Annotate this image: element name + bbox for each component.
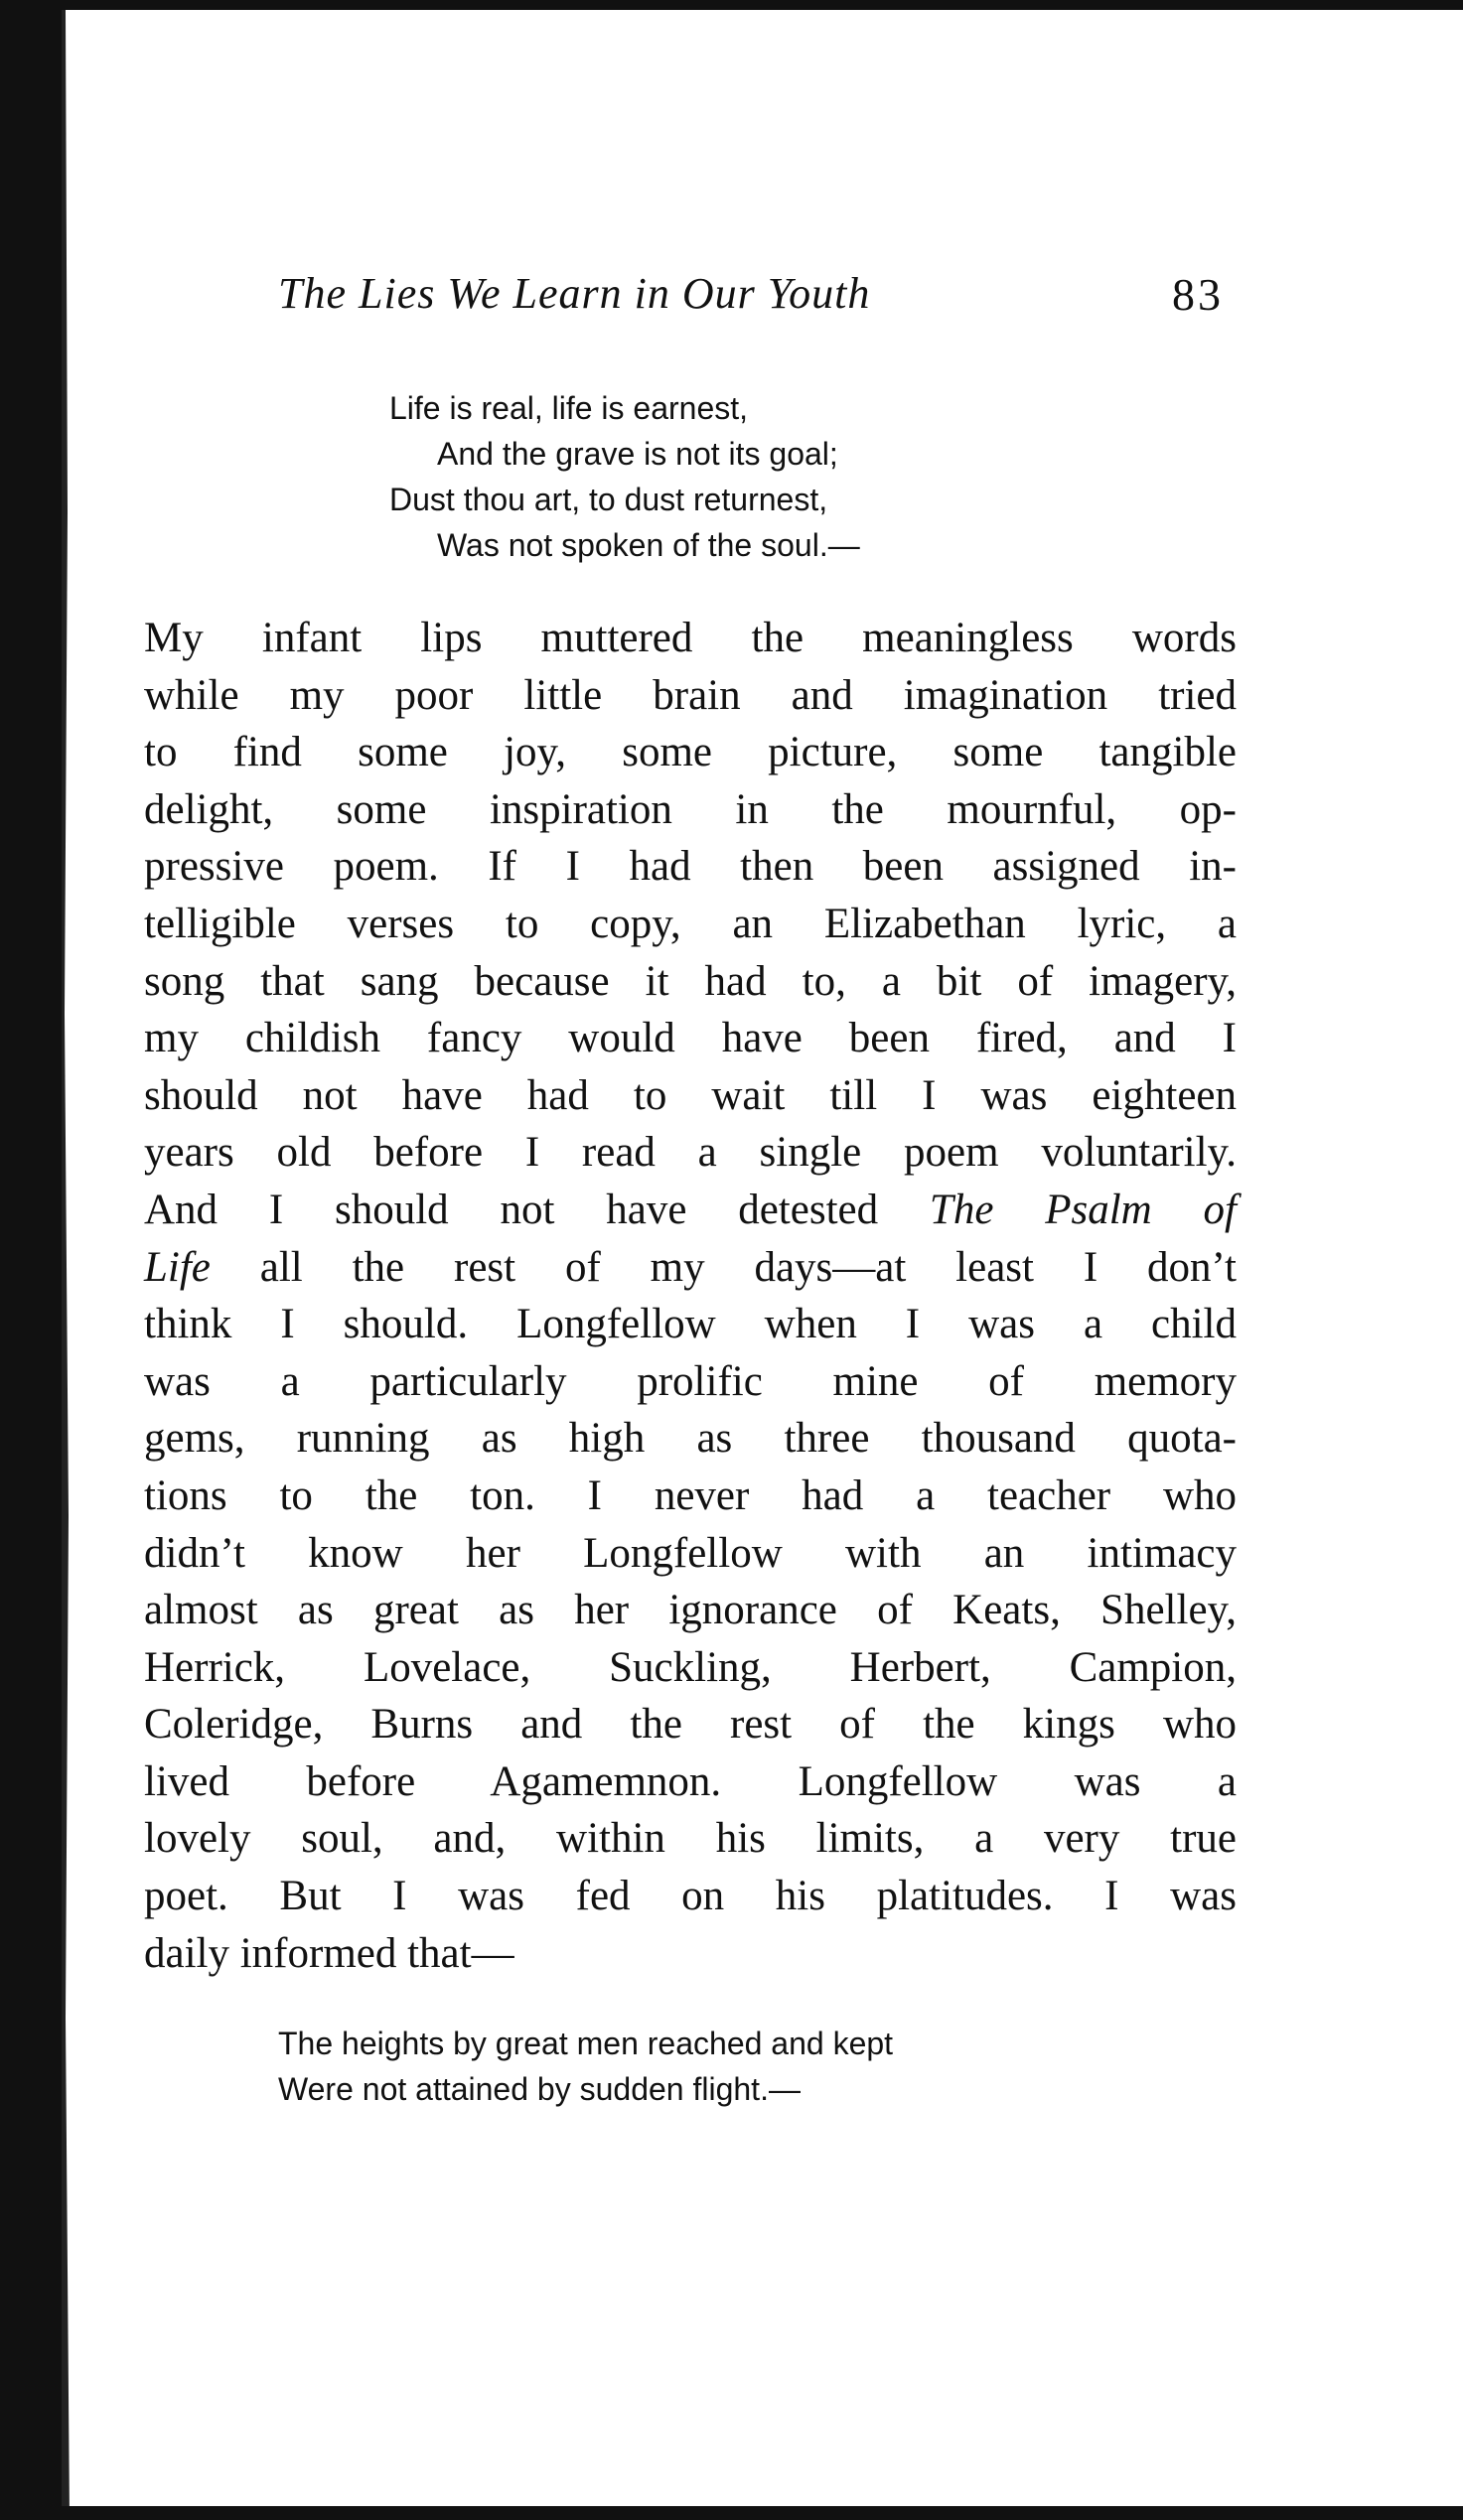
text-line: my childish fancy would have been fired, and I (144, 1015, 1237, 1062)
text-segment: all the rest of my days—at least I don’t (210, 1243, 1237, 1291)
verse-line: Dust thou art, to dust returnest, (389, 482, 828, 517)
verse-quotation-2 (278, 2021, 893, 2112)
text-line: delight, some inspiration in the mournful, op- (144, 785, 1237, 833)
verse-line: Was not spoken of the soul.— (437, 527, 860, 563)
text-line: Coleridge, Burns and the rest of the kings who (144, 1701, 1237, 1749)
book-title-italic: Life (144, 1243, 211, 1291)
verse-line: Life is real, life is earnest, (389, 390, 749, 426)
text-line: poet. But I was fed on his platitudes. I was (144, 1873, 1237, 1920)
text-line: lovely soul, and, within his limits, a very true (144, 1815, 1237, 1863)
page-number: 83 (1172, 269, 1224, 320)
text-line: telligible verses to copy, an Elizabethan lyric, a (144, 900, 1237, 947)
book-page (139, 0, 1251, 2520)
verse-line: Were not attained by sudden flight.— (278, 2071, 801, 2107)
text-line: Herrick, Lovelace, Suckling, Herbert, Campion, (144, 1643, 1237, 1691)
text-line: daily informed that— (144, 1929, 514, 1977)
text-line: years old before I read a single poem voluntarily. (144, 1129, 1237, 1177)
text-segment: And I should not have detested (144, 1186, 930, 1233)
text-line: pressive poem. If I had then been assigned in- (144, 843, 1237, 891)
text-line: My infant lips muttered the meaningless words (144, 615, 1237, 661)
text-line: gems, running as high as three thousand quota- (144, 1415, 1237, 1463)
text-line: was a particularly prolific mine of memory (144, 1357, 1237, 1405)
text-line: lived before Agamemnon. Longfellow was a (144, 1757, 1237, 1805)
text-line: tions to the ton. I never had a teacher who (144, 1471, 1237, 1519)
verse-quotation-1 (389, 385, 860, 568)
text-line: almost as great as her ignorance of Keats, Shelley, (144, 1587, 1237, 1634)
body-paragraph (144, 610, 1237, 1982)
text-line (144, 1182, 1237, 1239)
verse-line: The heights by great men reached and kept (278, 2026, 894, 2061)
book-title-italic: The Psalm of (929, 1186, 1237, 1233)
running-head (139, 268, 1251, 338)
text-line: should not have had to wait till I was eighteen (144, 1071, 1237, 1119)
text-line: didn’t know her Longfellow with an intimacy (144, 1529, 1237, 1577)
text-line: while my poor little brain and imagination tried (144, 671, 1237, 719)
text-line: to find some joy, some picture, some tangible (144, 729, 1237, 776)
text-line: think I should. Longfellow when I was a child (144, 1301, 1237, 1348)
verse-line: And the grave is not its goal; (437, 436, 838, 472)
scan-left-edge (0, 0, 62, 2520)
running-title: The Lies We Learn in Our Youth (278, 269, 871, 318)
text-line: song that sang because it had to, a bit of imagery, (144, 957, 1237, 1005)
text-line (144, 1239, 1237, 1297)
scan-left-edge-shadow (62, 10, 72, 2520)
